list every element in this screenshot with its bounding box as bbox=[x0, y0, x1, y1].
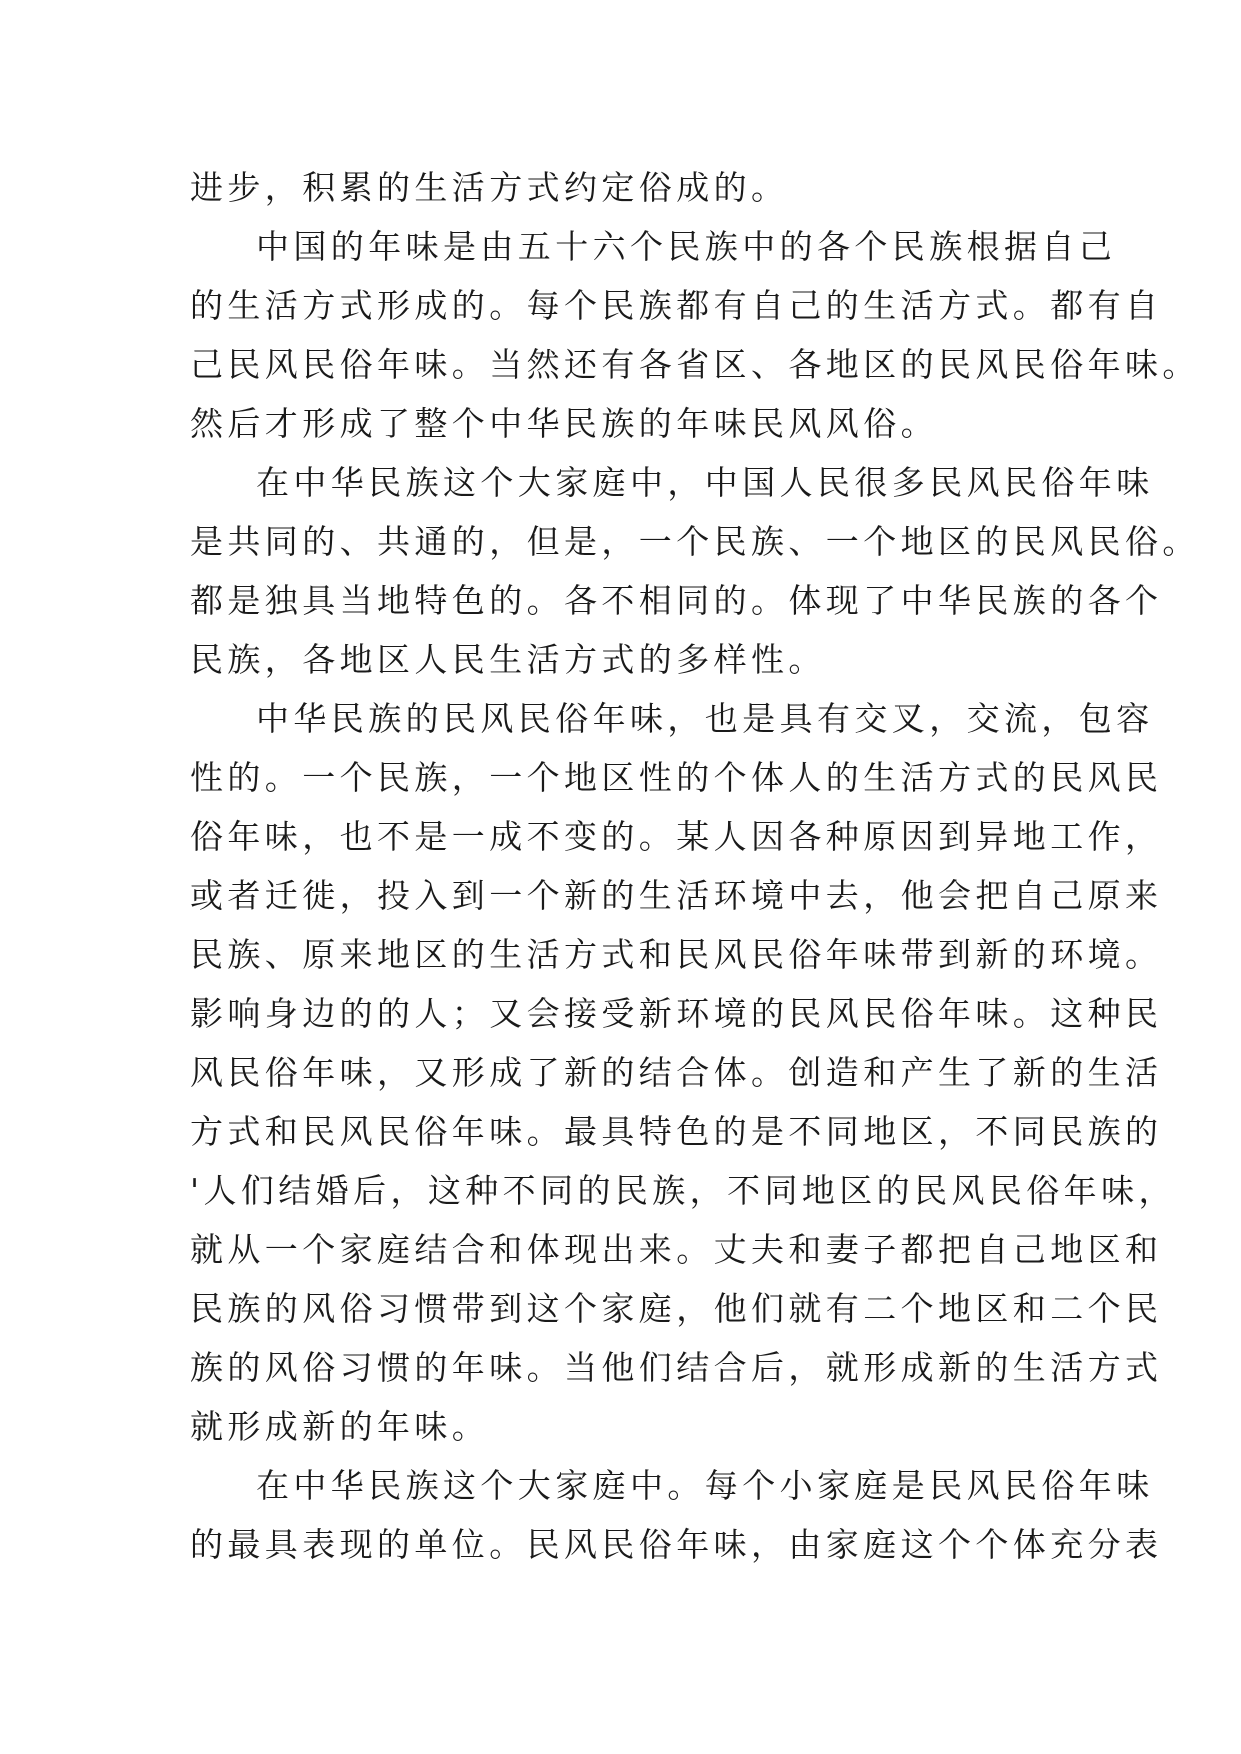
text-line: 影响身边的的人；又会接受新环境的民风民俗年味。这种民 bbox=[190, 994, 1163, 1033]
text-line: 的生活方式形成的。每个民族都有自己的生活方式。都有自 bbox=[190, 286, 1163, 325]
paragraph-first-line: 在中华民族这个大家庭中，中国人民很多民风民俗年味 bbox=[256, 463, 1154, 502]
text-line: 俗年味，也不是一成不变的。某人因各种原因到异地工作， bbox=[190, 817, 1163, 856]
text-line: 都是独具当地特色的。各不相同的。体现了中华民族的各个 bbox=[190, 581, 1163, 620]
text-line: 民族，各地区人民生活方式的多样性。 bbox=[190, 640, 826, 679]
paragraph-first-line: 中华民族的民风民俗年味，也是具有交叉，交流，包容 bbox=[256, 699, 1154, 738]
text-line: '人们结婚后，这种不同的民族，不同地区的民风民俗年味， bbox=[190, 1171, 1176, 1210]
paragraph-first-line: 中国的年味是由五十六个民族中的各个民族根据自己 bbox=[256, 227, 1117, 266]
text-line: 方式和民风民俗年味。最具特色的是不同地区，不同民族的 bbox=[190, 1112, 1163, 1151]
text-line: 或者迁徙，投入到一个新的生活环境中去，他会把自己原来 bbox=[190, 876, 1163, 915]
text-line: 然后才形成了整个中华民族的年味民风风俗。 bbox=[190, 404, 938, 443]
text-line: 性的。一个民族，一个地区性的个体人的生活方式的民风民 bbox=[190, 758, 1163, 797]
text-line: 是共同的、共通的，但是，一个民族、一个地区的民风民俗。 bbox=[190, 522, 1200, 561]
text-line: 民族的风俗习惯带到这个家庭，他们就有二个地区和二个民 bbox=[190, 1289, 1163, 1328]
text-line: 己民风民俗年味。当然还有各省区、各地区的民风民俗年味。 bbox=[190, 345, 1200, 384]
text-line: 就从一个家庭结合和体现出来。丈夫和妻子都把自己地区和 bbox=[190, 1230, 1163, 1269]
text-line: 就形成新的年味。 bbox=[190, 1407, 490, 1446]
document-body bbox=[190, 158, 1200, 1574]
paragraph-first-line: 在中华民族这个大家庭中。每个小家庭是民风民俗年味 bbox=[256, 1466, 1154, 1505]
text-line: 民族、原来地区的生活方式和民风民俗年味带到新的环境。 bbox=[190, 935, 1163, 974]
text-line: 风民俗年味，又形成了新的结合体。创造和产生了新的生活 bbox=[190, 1053, 1163, 1092]
text-line: 的最具表现的单位。民风民俗年味，由家庭这个个体充分表 bbox=[190, 1525, 1163, 1564]
text-line: 进步，积累的生活方式约定俗成的。 bbox=[190, 168, 789, 207]
text-line: 族的风俗习惯的年味。当他们结合后，就形成新的生活方式 bbox=[190, 1348, 1163, 1387]
